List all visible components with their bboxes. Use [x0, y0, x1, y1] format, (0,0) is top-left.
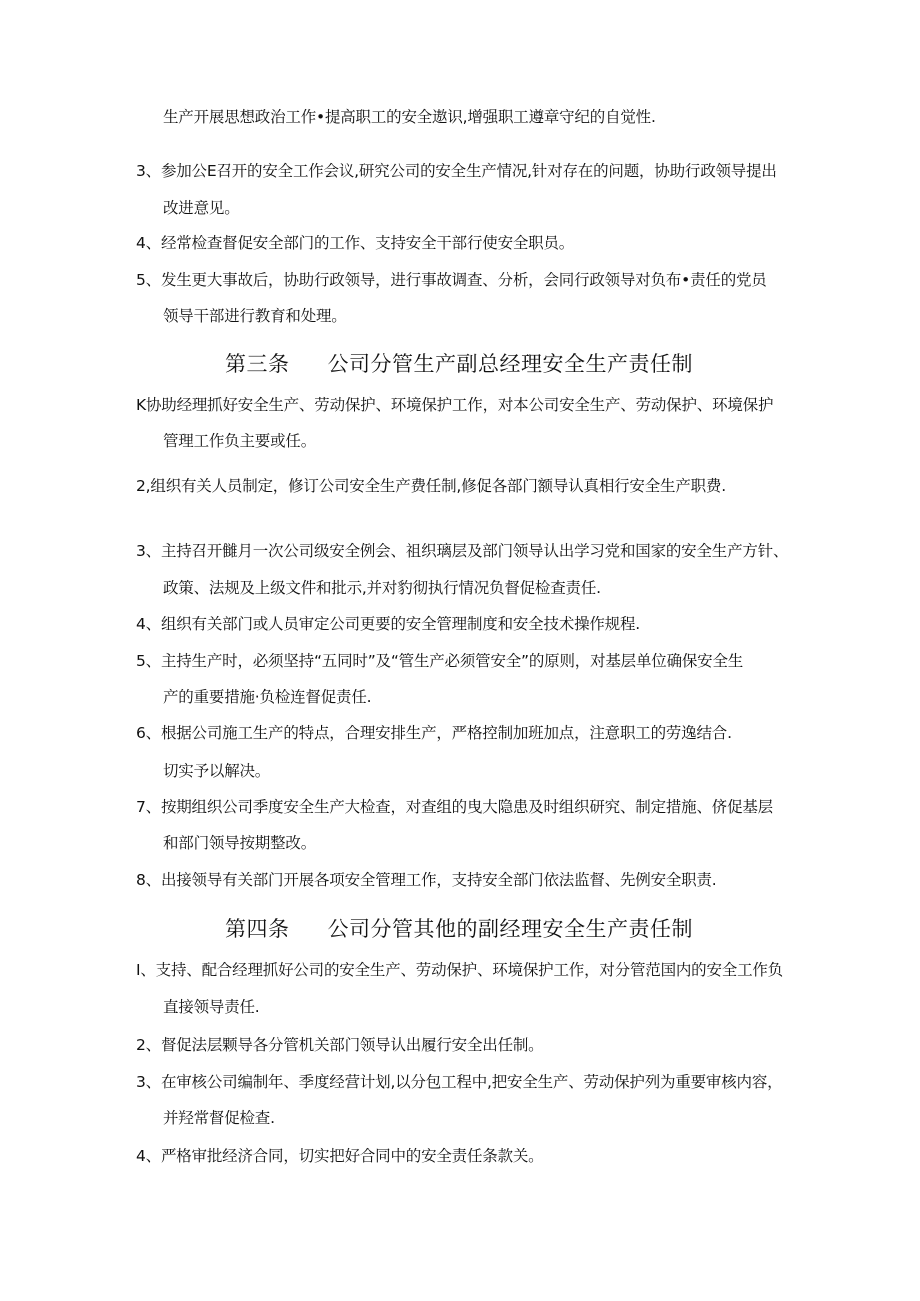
- text-line: 2,组织有关人员制定，修订公司安全生产费任制,修促各部门额导认真相行安全生产职费.: [136, 477, 726, 495]
- heading-number: 第三条: [225, 352, 290, 376]
- text-line: 4、组织有关部门或人员审定公司更要的安全管理制度和安全技术操作规程.: [136, 615, 640, 633]
- text-line: 领导干部进行教育和处理。: [163, 307, 347, 325]
- text-line: 5、发生更大事故后，协助行政领导，进行事故调查、分析，会同行政领导对负布•责任的党员: [136, 271, 767, 289]
- text-line: 3、主持召开雠月一次公司级安全例会、祖织璃层及部门领导认出学习党和国家的安全生产方针、: [136, 542, 789, 560]
- text-line: 6、根据公司施工生产的特点，合理安排生产，严格控制加班加点，注意职工的劳逸结合.: [136, 724, 732, 742]
- text-line: 3、参加公E召开的安全工作会议,研究公司的安全生产情况,针对存在的问题，协助行政领导提出: [136, 162, 777, 180]
- section-heading: [225, 350, 693, 378]
- text-line: 3、在审核公司编制年、季度经营计划,以分包工程中,把安全生产、劳动保护列为重要审核内容，: [136, 1073, 783, 1091]
- text-line: I、支持、配合经理抓好公司的安全生产、劳动保护、环境保护工作，对分管范国内的安全工作负: [136, 961, 783, 979]
- heading-number: 第四条: [225, 917, 290, 941]
- text-line: 7、按期组织公司季度安全生产大检查，对查组的曳大隐患及时组织研究、制定措施、侪促基层: [136, 798, 773, 816]
- text-line: 直接领导责任.: [163, 998, 260, 1016]
- heading-title: 公司分管生产副总经理安全生产责任制: [327, 352, 693, 376]
- text-line: K协助经理抓好安全生产、劳动保护、环境保护工作，对本公司安全生产、劳动保护、环境保护: [136, 396, 774, 414]
- section-heading: [225, 915, 693, 943]
- text-line: 切实予以解决。: [163, 762, 271, 780]
- text-line: 4、经常检查督促安全部门的工作、支持安全干部行使安全职员。: [136, 234, 575, 252]
- text-line: 4、严格审批经济合同，切实把好合同中的安全责任条款关。: [136, 1147, 544, 1165]
- text-line: 5、主持生产时，必须坚持“五同时”及“管生产必须管安全”的原则，对基层单位确保安全生: [136, 652, 744, 670]
- text-line: 2、督促法层颗导各分管机关部门领导认出履行安全出任制。: [136, 1036, 544, 1054]
- text-line: 和部门领导按期整改。: [163, 834, 317, 852]
- text-line: 政策、法规及上级文件和批示,并对豹彻执行情况负督促检查责任.: [163, 579, 601, 597]
- text-line: 并羟常督促检查.: [163, 1109, 275, 1127]
- text-line: 生产开展思想政治工作•提高职工的安全遨识,增强职工遵章守纪的自觉性.: [163, 108, 656, 126]
- heading-title: 公司分管其他的副经理安全生产责任制: [327, 917, 693, 941]
- text-line: 改进意见。: [163, 199, 240, 217]
- text-line: 8、出接领导有关部门开展各项安全管理工作，支持安全部门依法监督、先例安全职责.: [136, 871, 717, 889]
- text-line: 管理工作负主要或任。: [163, 432, 317, 450]
- text-line: 产的重要措施·负检连督促责任.: [163, 688, 372, 706]
